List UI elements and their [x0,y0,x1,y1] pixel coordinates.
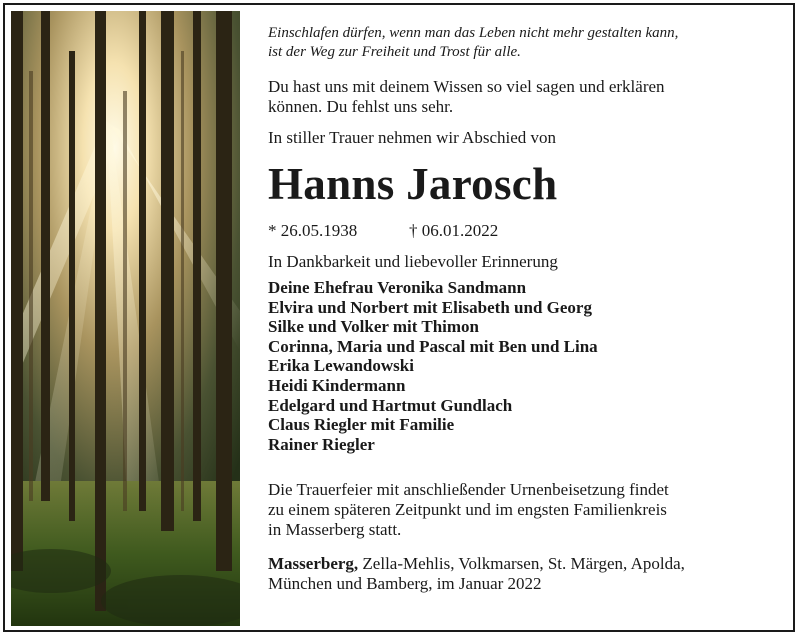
birth-date: * 26.05.1938 [268,221,358,240]
forest-sunbeam-image [11,11,240,626]
ceremony-line-2: zu einem späteren Zeitpunkt und im engsten Familienkreis [268,500,667,520]
mourners-list [268,278,788,454]
farewell-text: In stiller Trauer nehmen wir Abschied von [268,128,557,147]
ceremony-line-1: Die Trauerfeier mit anschließender Urnenbeisetzung findet [268,480,669,500]
place-line-1 [268,554,788,574]
quote-line-2: ist der Weg zur Freiheit und Trost für alle. [268,44,521,60]
mourner-item: Rainer Riegler [268,434,375,454]
mourner-item: Deine Ehefrau Veronika Sandmann [268,278,527,297]
mourner-item: Claus Riegler mit Familie [268,415,455,435]
mourner-item: Silke und Volker mit Thimon [268,317,480,337]
intro-line-2: können. Du fehlst uns sehr. [268,97,454,116]
mourner-item: Edelgard und Hartmut Gundlach [268,395,513,415]
place-rest: Zella-Mehlis, Volkmarsen, St. Märgen, Apolda, [358,554,685,574]
life-dates [268,221,788,241]
mourner-item: Corinna, Maria und Pascal mit Ben und Lina [268,336,598,356]
death-date: † 06.01.2022 [409,221,499,240]
gratitude-text: In Dankbarkeit und liebevoller Erinnerung [268,252,558,271]
place-line-2: München und Bamberg, im Januar 2022 [268,574,542,594]
place-bold: Masserberg, [268,554,359,574]
obituary-text [268,24,788,594]
quote-line-1: Einschlafen dürfen, wenn man das Leben nicht mehr gestalten kann, [268,25,679,41]
mourner-item: Elvira und Norbert mit Elisabeth und Georg [268,297,592,317]
deceased-name: Hanns Jarosch [268,159,558,209]
ceremony-line-3: in Masserberg statt. [268,520,402,540]
mourner-item: Erika Lewandowski [268,356,414,376]
intro-line-1: Du hast uns mit deinem Wissen so viel sagen und erklären [268,77,665,96]
mourner-item: Heidi Kindermann [268,375,406,395]
